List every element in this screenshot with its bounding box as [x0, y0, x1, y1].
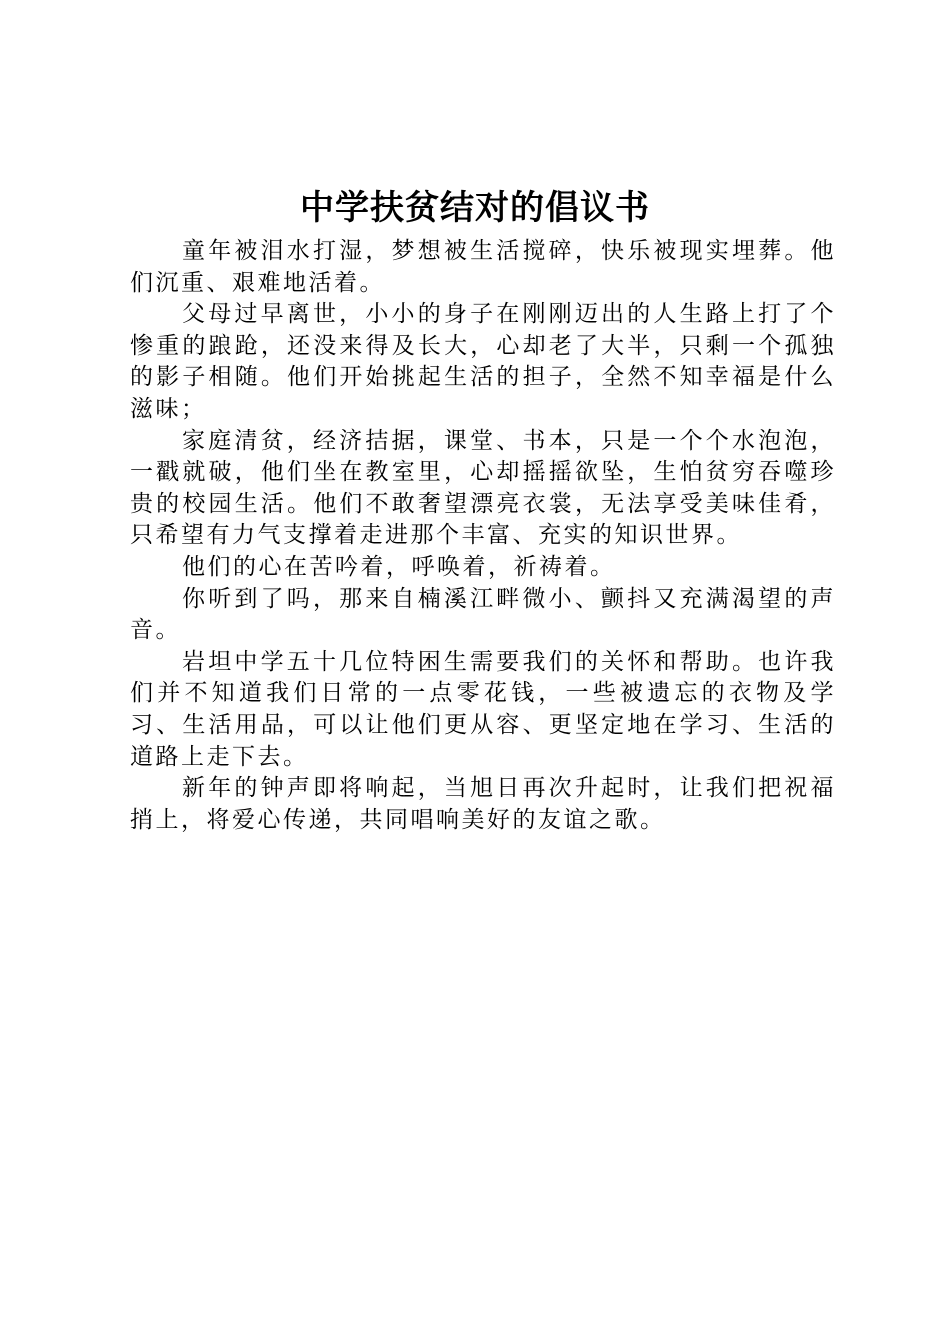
paragraph: 他们的心在苦吟着，呼唤着，祈祷着。 [182, 553, 616, 580]
paragraph: 岩坦中学五十几位特困生需要我们的关怀和帮助。也许我们并不知道我们日常的一点零花钱，一些被遗忘的衣物及学习、生活用品，可以让他们更从容、更坚定地在学习、生活的道路上走下去。 [130, 648, 836, 770]
paragraph: 父母过早离世，小小的身子在刚刚迈出的人生路上打了个惨重的踉跄，还没来得及长大，心却老了大半，只剩一个孤独的影子相随。他们开始挑起生活的担子，全然不知幸福是什么滋味； [130, 301, 836, 422]
document-body [130, 236, 836, 836]
paragraph: 新年的钟声即将响起，当旭日再次升起时，让我们把祝福捎上，将爱心传递，共同唱响美好的友谊之歌。 [130, 775, 836, 833]
paragraph: 童年被泪水打湿，梦想被生活搅碎，快乐被现实埋葬。他们沉重、艰难地活着。 [130, 238, 836, 296]
paragraph: 你听到了吗，那来自楠溪江畔微小、颤抖又充满渴望的声音。 [130, 585, 836, 644]
paragraph: 家庭清贫，经济拮据，课堂、书本，只是一个个水泡泡，一戳就破，他们坐在教室里，心却摇摇欲坠，生怕贫穷吞噬珍贵的校园生活。他们不敢奢望漂亮衣裳，无法享受美味佳肴，只希望有力气支撑着走进那个丰富、充实的知识世界。 [130, 427, 836, 549]
document-title: 中学扶贫结对的倡议书 [300, 188, 650, 228]
